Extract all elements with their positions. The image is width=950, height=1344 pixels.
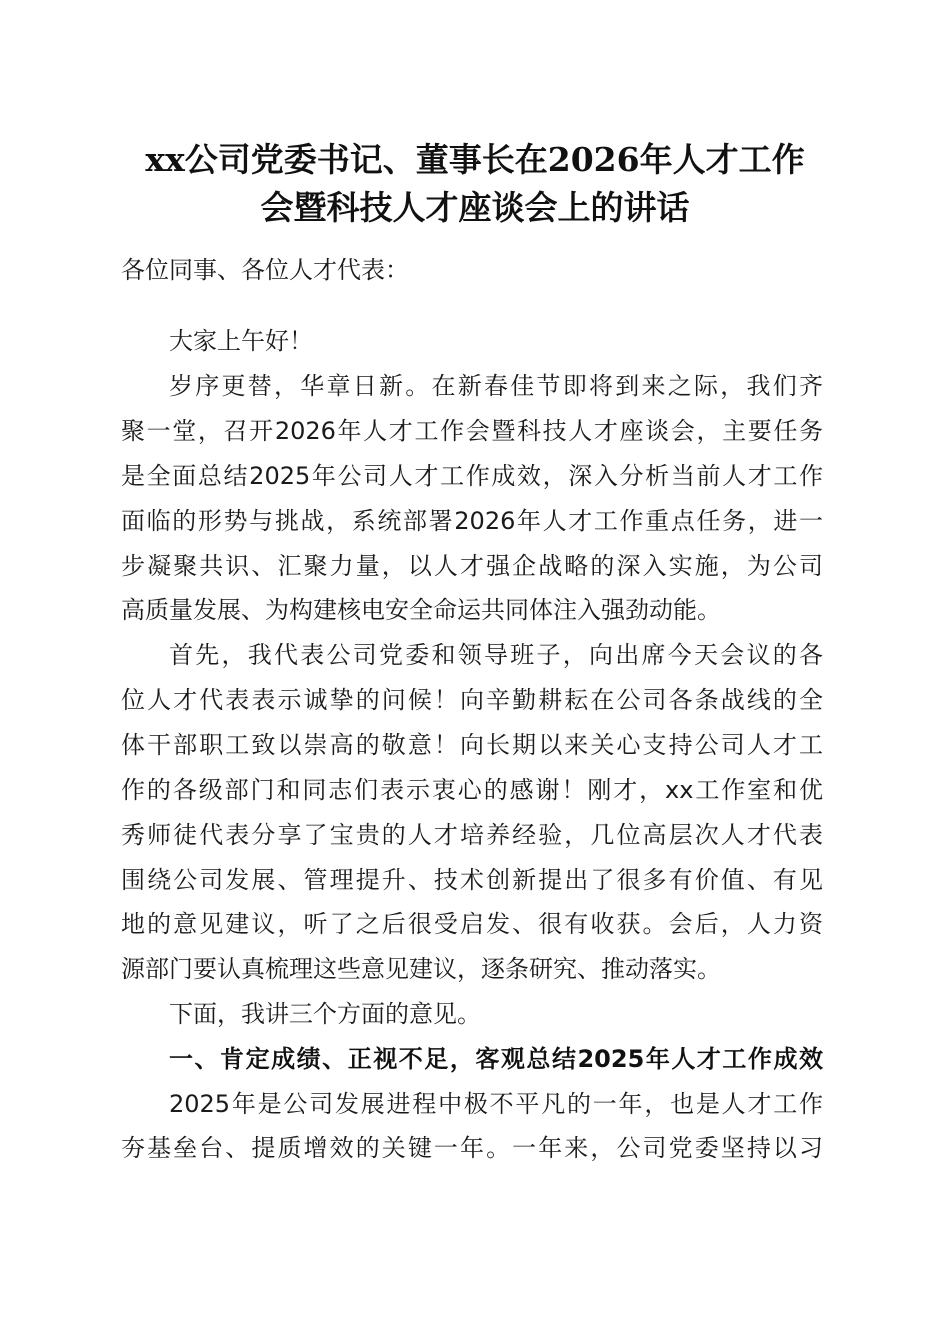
paragraph-2-line: 源部门要认真梳理这些意见建议，逐条研究、推动落实。 xyxy=(121,955,721,983)
salutation: 各位同事、各位人才代表： xyxy=(121,256,409,284)
paragraph-4-line: 2025年是公司发展进程中极不平凡的一年，也是人才工作 xyxy=(169,1090,823,1118)
paragraph-1-line: 岁序更替，华章日新。在新春佳节即将到来之际，我们齐 xyxy=(169,372,823,400)
paragraph-2-line: 作的各级部门和同志们表示衷心的感谢！刚才，xx工作室和优 xyxy=(121,776,823,804)
paragraph-2-line: 位人才代表表示诚挚的问候！向辛勤耕耘在公司各条战线的全 xyxy=(121,686,823,714)
paragraph-2-line: 体干部职工致以崇高的敬意！向长期以来关心支持公司人才工 xyxy=(121,731,823,759)
paragraph-2-line: 秀师徒代表分享了宝贵的人才培养经验，几位高层次人才代表 xyxy=(121,821,823,849)
paragraph-3: 下面，我讲三个方面的意见。 xyxy=(169,1000,481,1028)
paragraph-1-line: 聚一堂，召开2026年人才工作会暨科技人才座谈会，主要任务 xyxy=(121,417,823,445)
paragraph-2-line: 地的意见建议，听了之后很受启发、很有收获。会后，人力资 xyxy=(121,910,823,938)
paragraph-1-line: 面临的形势与挑战，系统部署2026年人才工作重点任务，进一 xyxy=(121,507,823,535)
paragraph-2-line: 围绕公司发展、管理提升、技术创新提出了很多有价值、有见 xyxy=(121,866,823,894)
paragraph-4-line: 夯基垒台、提质增效的关键一年。一年来，公司党委坚持以习 xyxy=(121,1134,823,1162)
greeting: 大家上午好！ xyxy=(169,327,313,355)
paragraph-1-line: 是全面总结2025年公司人才工作成效，深入分析当前人才工作 xyxy=(121,462,823,490)
paragraph-2-line: 首先，我代表公司党委和领导班子，向出席今天会议的各 xyxy=(169,641,823,669)
paragraph-1-line: 步凝聚共识、汇聚力量，以人才强企战略的深入实施，为公司 xyxy=(121,552,823,580)
section-heading: 一、肯定成绩、正视不足，客观总结2025年人才工作成效 xyxy=(169,1045,823,1073)
document-title-line-1: xx公司党委书记、董事长在2026年人才工作 xyxy=(145,140,805,179)
document-title-line-2: 会暨科技人才座谈会上的讲话 xyxy=(260,188,690,227)
paragraph-1-line: 高质量发展、为构建核电安全命运共同体注入强劲动能。 xyxy=(121,596,721,624)
